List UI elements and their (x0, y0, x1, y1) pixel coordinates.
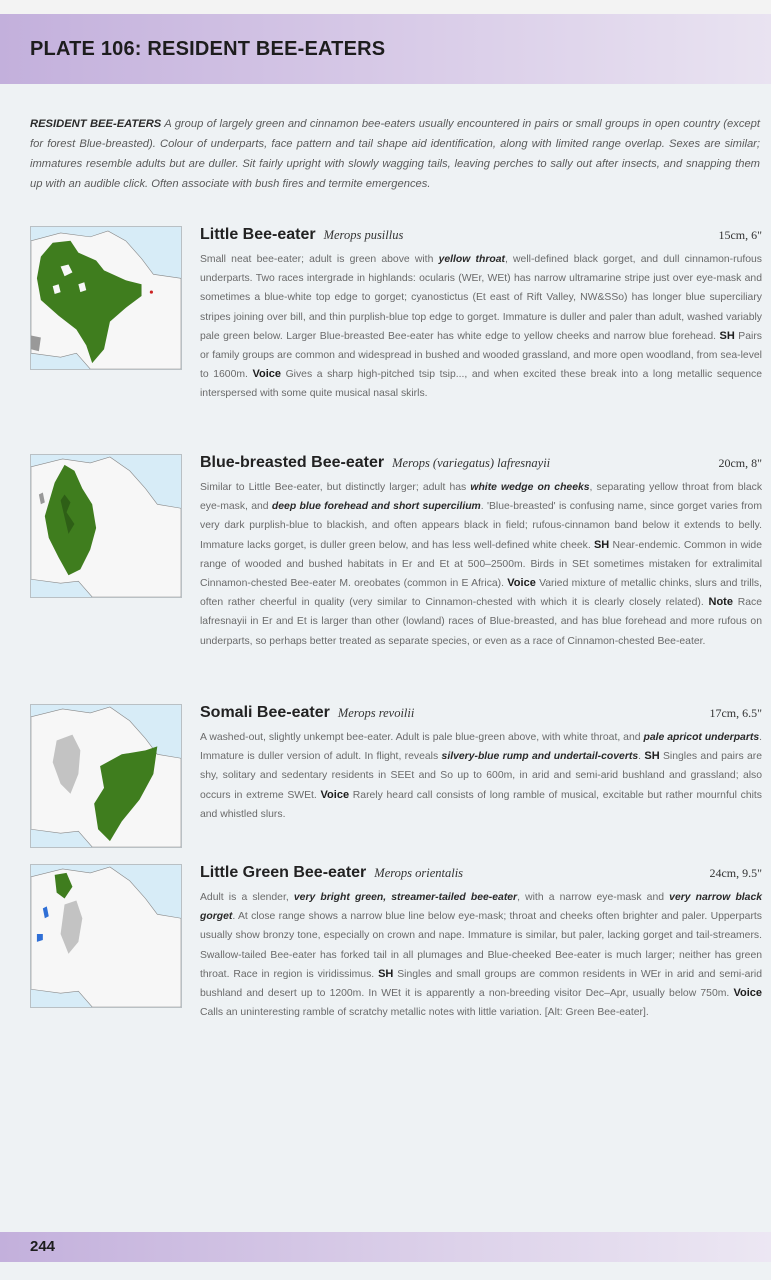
size-label: 15cm, 6" (718, 228, 762, 242)
species-description: Small neat bee-eater; adult is green above with yellow throat, well-defined black gorget, and dull cinnamon-rufous underparts. Two races intergrade in highlands: ocularis (WEr, WEt) has narrow ultramarine stripe just over eye-mask and sometimes a blue-white top edge to gorget; cyanostictus (Et east of Rift Valley, NW&SSo) has longer blue superciliary stripes joining over bill, and thin purplish-blue top edge to gorget. Immature is duller and paler than adult, washed variably pale green below. Larger Blue-breasted Bee-eater has white edge to yellow cheeks and narrow blue forehead. SH Pairs or family groups are common and widespread in bushed and wooded grassland, and more open woodland, from sea-level to 1600m. Voice Gives a sharp high-pitched tsip tsip..., and when excited these break into a long metallic sequence interspersed with some quite musical nasal skirls. (200, 254, 762, 400)
group-intro (30, 114, 760, 194)
range-map-somali-bee-eater (30, 704, 182, 848)
scientific-name: Merops pusillus (323, 228, 404, 242)
species-description: A washed-out, slightly unkempt bee-eater. Adult is pale blue-green above, with white throat, and pale apricot underparts. Immature is duller version of adult. In flight, reveals silvery-blue rump and undertail-coverts. SH Singles and pairs are shy, solitary and sedentary residents in SEEt and So up to 600m, in arid and semi-arid bushland and grassland; also occurs in extreme SWEt. Voice Rarely heard call consists of long ramble of musical, excitable but rather mournful chits and whistled slurs. (200, 732, 763, 820)
page-footer (0, 1232, 771, 1262)
top-margin (0, 0, 771, 14)
intro-text: A group of largely green and cinnamon bee-eaters usually encountered in pairs or small groups in open country (except for forest Blue-breasted). Colour of underparts, face pattern and tail shape aid identification, along with limited range overlap. Sexes are similar; immatures resemble adults but are duller. Sit fairly upright with slowly wagging tails, leaving perches to sally out after insects, and snapping them up with an audible click. Often associate with bush fires and termite emergences. (30, 118, 760, 190)
plate-header (0, 14, 771, 84)
common-name: Little Green Bee-eater (200, 864, 367, 881)
size-label: 24cm, 9.5" (709, 866, 762, 880)
page-number: 244 (30, 1238, 56, 1255)
scientific-name: Merops orientalis (374, 866, 464, 880)
range-map-blue-breasted-bee-eater (30, 454, 182, 598)
species-description: Adult is a slender, very bright green, streamer-tailed bee-eater, with a narrow eye-mask and very narrow black gorget. At close range shows a narrow blue line below eye-mask; throat and cheeks often brighter and paler. Upperparts usually show bronzy tone, especially on crown and nape. Immature is similar, but paler, lacking gorget and tail-streamers. Swallow-tailed Bee-eater has forked tail in all plumages and Blue-cheeked Bee-eater is much larger; neither has green throat. Race in region is viridissimus. SH Singles and small groups are common residents in WEr in arid and semi-arid bushland and desert up to 1200m. In WEt it is apparently a non-breeding visitor Dec–Apr, usually below 750m. Voice Calls an uninteresting ramble of scratchy metallic notes with little variation. [Alt: Green Bee-eater]. (200, 892, 763, 1019)
size-label: 17cm, 6.5" (709, 706, 762, 720)
scientific-name: Merops revoilii (337, 706, 415, 720)
scientific-name: Merops (variegatus) lafresnayii (392, 456, 551, 470)
intro-lead: RESIDENT BEE-EATERS (30, 118, 162, 130)
common-name: Little Bee-eater (200, 226, 316, 243)
range-map-little-bee-eater (30, 226, 182, 370)
common-name: Blue-breasted Bee-eater (200, 454, 385, 471)
common-name: Somali Bee-eater (200, 704, 330, 721)
range-map-little-green-bee-eater (30, 864, 182, 1008)
size-label: 20cm, 8" (718, 456, 762, 470)
plate-title: PLATE 106: RESIDENT BEE-EATERS (30, 38, 386, 60)
species-description: Similar to Little Bee-eater, but distinctly larger; adult has white wedge on cheeks, separating yellow throat from black eye-mask, and deep blue forehead and short supercilium. 'Blue-breasted' is confusing name, since gorget varies from very dark purplish-blue to blackish, and often appears black in field; rufous-cinnamon band below it extends to belly. Immature lacks gorget, is duller green below, and has less well-defined white cheek. SH Near-endemic. Common in wide range of wooded and bushed habitats in Er and Et at 500–2500m. Birds in SEt sometimes mistaken for extralimital Cinnamon-chested Bee-eater M. oreobates (common in E Africa). Voice Varied mixture of metallic chinks, slurs and trills, often rather cheerful in quality (very similar to Cinnamon-chested with which it is clearly closely related). Note Race lafresnayii in Er and Et is larger than other (lowland) races of Blue-breasted, and has blue forehead and more rufous on underparts, so perhaps better treated as separate species, or even as a race of Cinnamon-chested Bee-eater. (200, 482, 763, 647)
